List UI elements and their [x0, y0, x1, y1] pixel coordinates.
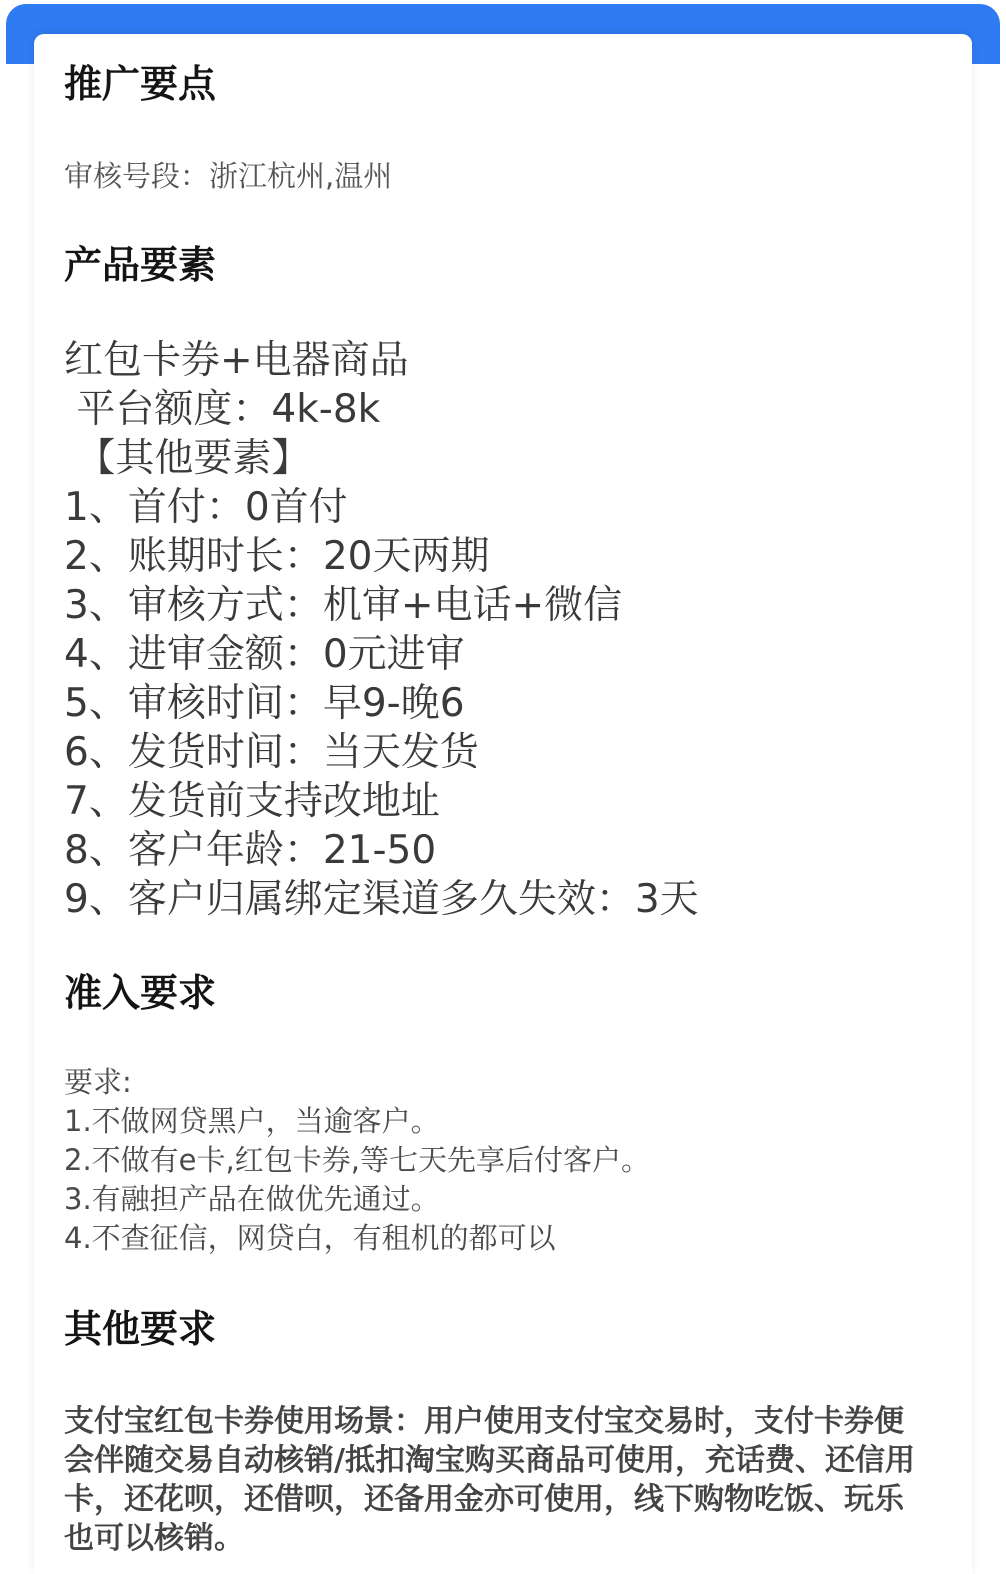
requirement-line: 1.不做网贷黑户，当逾客户。: [64, 1104, 440, 1138]
section-title-admission: 准入要求: [64, 971, 217, 1015]
section-title-other: 其他要求: [64, 1307, 217, 1351]
review-segment-text: 审核号段：浙江杭州,温州: [64, 159, 393, 193]
product-line: 4、进审金额：0元进审: [64, 632, 465, 677]
requirement-line: 要求:: [64, 1065, 132, 1099]
product-line: 7、发货前支持改地址: [64, 779, 440, 824]
section-title-product: 产品要素: [64, 243, 217, 287]
product-line: 【其他要素】: [64, 436, 311, 481]
requirement-line: 2.不做有e卡,红包卡券,等七天先享后付客户。: [64, 1143, 650, 1177]
product-line: 红包卡券+电器商品: [64, 338, 409, 383]
admission-requirements-list: [64, 1063, 650, 1258]
product-line: 6、发货时间：当天发货: [64, 730, 479, 775]
product-line: 2、账期时长：20天两期: [64, 534, 490, 579]
requirement-line: 4.不查征信，网贷白，有租机的都可以: [64, 1221, 556, 1255]
product-line: 9、客户归属绑定渠道多久失效：3天: [64, 877, 699, 922]
product-line: 3、审核方式：机审+电话+微信: [64, 583, 623, 628]
product-line: 8、客户年龄：21-50: [64, 828, 437, 873]
other-requirements-text: 支付宝红包卡券使用场景：用户使用支付宝交易时，支付卡券便会伴随交易自动核销/抵扣淘宝购买商品可使用，充话费、还信用卡，还花呗，还借呗，还备用金亦可使用，线下购物吃饭、玩乐也可以核销。: [64, 1404, 915, 1556]
product-line: 平台额度：4k-8k: [64, 387, 381, 432]
requirement-line: 3.有融担产品在做优先通过。: [64, 1182, 440, 1216]
product-elements-list: [64, 336, 699, 924]
product-line: 5、审核时间：早9-晚6: [64, 681, 465, 726]
section-title-promotion: 推广要点: [64, 62, 217, 106]
product-line: 1、首付：0首付: [64, 485, 348, 530]
